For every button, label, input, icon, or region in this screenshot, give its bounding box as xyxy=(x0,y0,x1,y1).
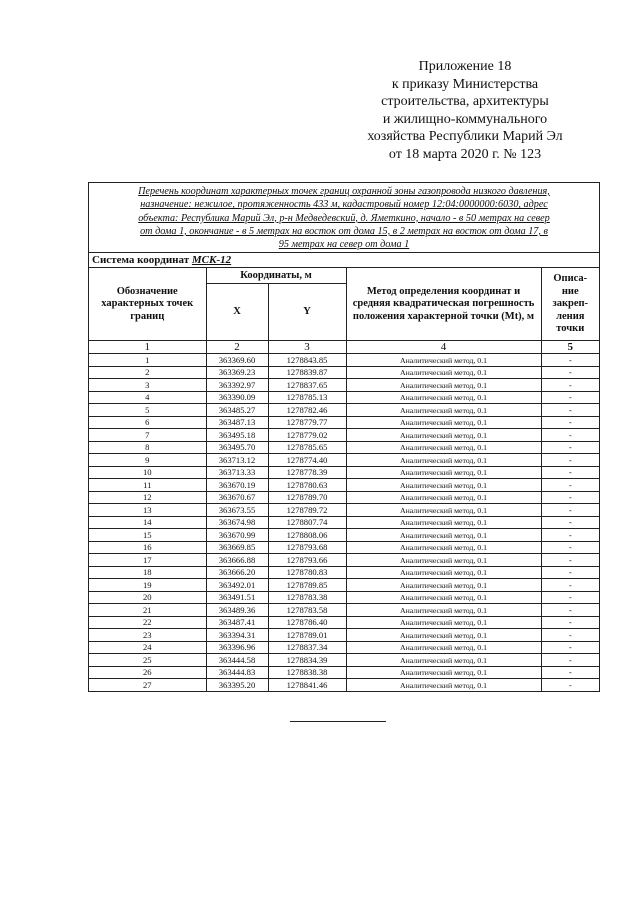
cell-fixing: - xyxy=(541,466,599,479)
cell-fixing: - xyxy=(541,566,599,579)
cell-x: 363489.36 xyxy=(206,604,268,617)
caption-line: 95 метрах на север от дома 1 xyxy=(278,239,410,251)
cell-x: 363674.98 xyxy=(206,516,268,529)
cell-method: Аналитический метод, 0.1 xyxy=(346,466,541,479)
caption-line: объекта: Республика Марий Эл, р-н Медведевский, д. Яметкино, начало - в 50 метрах на север xyxy=(138,212,550,224)
footer-divider xyxy=(290,721,386,722)
header-y: Y xyxy=(268,284,346,341)
table-row xyxy=(89,479,599,492)
cell-fixing: - xyxy=(541,441,599,454)
table-row xyxy=(89,466,599,479)
cell-x: 363369.23 xyxy=(206,366,268,379)
header-coords: Координаты, м xyxy=(206,268,346,284)
header-method: Метод определения координат и средняя квадратическая погрешность положения характерной точки (Mt), м xyxy=(346,268,541,341)
cell-method: Аналитический метод, 0.1 xyxy=(346,441,541,454)
cell-x: 363369.60 xyxy=(206,354,268,367)
cell-y: 1278843.85 xyxy=(268,354,346,367)
cell-method: Аналитический метод, 0.1 xyxy=(346,404,541,417)
cell-method: Аналитический метод, 0.1 xyxy=(346,579,541,592)
coordinate-system-label: Система координат xyxy=(92,254,190,267)
cell-fixing: - xyxy=(541,604,599,617)
col-number: 4 xyxy=(346,341,541,354)
cell-point: 1 xyxy=(89,354,206,367)
cell-y: 1278789.01 xyxy=(268,629,346,642)
cell-point: 20 xyxy=(89,591,206,604)
cell-y: 1278789.85 xyxy=(268,579,346,592)
table-row xyxy=(89,454,599,467)
cell-fixing: - xyxy=(541,391,599,404)
coordinate-system-row xyxy=(89,253,599,268)
cell-point: 26 xyxy=(89,666,206,679)
cell-x: 363444.58 xyxy=(206,654,268,667)
cell-x: 363670.19 xyxy=(206,479,268,492)
caption-line: назначение: нежилое, протяженность 433 м, кадастровый номер 12:04:0000000:6030, адрес xyxy=(140,199,548,211)
cell-method: Аналитический метод, 0.1 xyxy=(346,491,541,504)
cell-fixing: - xyxy=(541,516,599,529)
cell-method: Аналитический метод, 0.1 xyxy=(346,391,541,404)
cell-point: 17 xyxy=(89,554,206,567)
cell-method: Аналитический метод, 0.1 xyxy=(346,366,541,379)
cell-x: 363390.09 xyxy=(206,391,268,404)
table-body xyxy=(89,354,599,691)
cell-x: 363492.01 xyxy=(206,579,268,592)
cell-method: Аналитический метод, 0.1 xyxy=(346,616,541,629)
cell-method: Аналитический метод, 0.1 xyxy=(346,629,541,642)
cell-fixing: - xyxy=(541,491,599,504)
cell-point: 12 xyxy=(89,491,206,504)
cell-fixing: - xyxy=(541,454,599,467)
cell-fixing: - xyxy=(541,354,599,367)
table-row xyxy=(89,354,599,367)
cell-method: Аналитический метод, 0.1 xyxy=(346,641,541,654)
cell-point: 18 xyxy=(89,566,206,579)
appendix-line: и жилищно-коммунального xyxy=(382,111,548,127)
table-row xyxy=(89,654,599,667)
table-row xyxy=(89,441,599,454)
cell-point: 25 xyxy=(89,654,206,667)
cell-x: 363495.18 xyxy=(206,429,268,442)
cell-fixing: - xyxy=(541,591,599,604)
cell-y: 1278793.68 xyxy=(268,541,346,554)
appendix-line: строительства, архитектуры xyxy=(381,94,549,109)
table-row xyxy=(89,629,599,642)
cell-fixing: - xyxy=(541,379,599,392)
cell-fixing: - xyxy=(541,654,599,667)
cell-method: Аналитический метод, 0.1 xyxy=(346,566,541,579)
cell-y: 1278793.66 xyxy=(268,554,346,567)
caption-line: Перечень координат характерных точек границ охранной зоны газопровода низкого давления, xyxy=(138,186,550,197)
cell-method: Аналитический метод, 0.1 xyxy=(346,479,541,492)
cell-y: 1278834.39 xyxy=(268,654,346,667)
cell-y: 1278838.38 xyxy=(268,666,346,679)
cell-point: 22 xyxy=(89,616,206,629)
cell-x: 363673.55 xyxy=(206,504,268,517)
cell-fixing: - xyxy=(541,529,599,542)
table-row xyxy=(89,604,599,617)
table-row xyxy=(89,504,599,517)
cell-method: Аналитический метод, 0.1 xyxy=(346,654,541,667)
cell-fixing: - xyxy=(541,404,599,417)
cell-method: Аналитический метод, 0.1 xyxy=(346,416,541,429)
cell-method: Аналитический метод, 0.1 xyxy=(346,529,541,542)
cell-x: 363670.67 xyxy=(206,491,268,504)
cell-method: Аналитический метод, 0.1 xyxy=(346,604,541,617)
coordinates-table-block xyxy=(88,182,600,692)
cell-y: 1278780.83 xyxy=(268,566,346,579)
cell-y: 1278774.40 xyxy=(268,454,346,467)
cell-fixing: - xyxy=(541,429,599,442)
col-number: 2 xyxy=(206,341,268,354)
cell-method: Аналитический метод, 0.1 xyxy=(346,591,541,604)
cell-point: 7 xyxy=(89,429,206,442)
cell-point: 21 xyxy=(89,604,206,617)
table-row xyxy=(89,491,599,504)
cell-x: 363713.12 xyxy=(206,454,268,467)
cell-point: 4 xyxy=(89,391,206,404)
cell-fixing: - xyxy=(541,679,599,691)
cell-x: 363669.85 xyxy=(206,541,268,554)
header-fixing: Описа-ние закреп-ления точки xyxy=(541,268,599,341)
cell-point: 15 xyxy=(89,529,206,542)
appendix-header xyxy=(330,58,600,163)
cell-fixing: - xyxy=(541,504,599,517)
table-row xyxy=(89,579,599,592)
cell-point: 3 xyxy=(89,379,206,392)
table-row xyxy=(89,591,599,604)
cell-x: 363666.20 xyxy=(206,566,268,579)
cell-x: 363495.70 xyxy=(206,441,268,454)
cell-y: 1278789.70 xyxy=(268,491,346,504)
table-row xyxy=(89,366,599,379)
cell-method: Аналитический метод, 0.1 xyxy=(346,516,541,529)
cell-x: 363713.33 xyxy=(206,466,268,479)
cell-x: 363491.51 xyxy=(206,591,268,604)
table-row xyxy=(89,616,599,629)
cell-point: 19 xyxy=(89,579,206,592)
table-row xyxy=(89,416,599,429)
cell-y: 1278779.02 xyxy=(268,429,346,442)
cell-method: Аналитический метод, 0.1 xyxy=(346,554,541,567)
cell-point: 24 xyxy=(89,641,206,654)
cell-method: Аналитический метод, 0.1 xyxy=(346,666,541,679)
cell-y: 1278841.46 xyxy=(268,679,346,691)
cell-fixing: - xyxy=(541,479,599,492)
cell-point: 10 xyxy=(89,466,206,479)
cell-point: 2 xyxy=(89,366,206,379)
cell-x: 363392.97 xyxy=(206,379,268,392)
col-number: 1 xyxy=(89,341,206,354)
cell-method: Аналитический метод, 0.1 xyxy=(346,541,541,554)
cell-x: 363395.20 xyxy=(206,679,268,691)
cell-method: Аналитический метод, 0.1 xyxy=(346,454,541,467)
cell-x: 363444.83 xyxy=(206,666,268,679)
cell-y: 1278782.46 xyxy=(268,404,346,417)
table-row xyxy=(89,541,599,554)
cell-point: 5 xyxy=(89,404,206,417)
table-row xyxy=(89,516,599,529)
coordinates-table xyxy=(89,268,599,691)
cell-x: 363666.88 xyxy=(206,554,268,567)
cell-fixing: - xyxy=(541,554,599,567)
cell-method: Аналитический метод, 0.1 xyxy=(346,429,541,442)
cell-y: 1278837.65 xyxy=(268,379,346,392)
cell-point: 9 xyxy=(89,454,206,467)
cell-y: 1278789.72 xyxy=(268,504,346,517)
cell-y: 1278839.87 xyxy=(268,366,346,379)
cell-y: 1278783.58 xyxy=(268,604,346,617)
cell-x: 363487.13 xyxy=(206,416,268,429)
cell-y: 1278837.34 xyxy=(268,641,346,654)
table-caption xyxy=(89,183,599,253)
cell-point: 6 xyxy=(89,416,206,429)
cell-method: Аналитический метод, 0.1 xyxy=(346,504,541,517)
appendix-line: Приложение 18 xyxy=(418,59,512,74)
cell-y: 1278780.63 xyxy=(268,479,346,492)
cell-fixing: - xyxy=(541,666,599,679)
cell-method: Аналитический метод, 0.1 xyxy=(346,354,541,367)
header-x: X xyxy=(206,284,268,341)
cell-fixing: - xyxy=(541,416,599,429)
cell-y: 1278785.65 xyxy=(268,441,346,454)
coordinate-system-value: МСК-12 xyxy=(191,254,232,267)
table-row xyxy=(89,404,599,417)
cell-y: 1278785.13 xyxy=(268,391,346,404)
table-row xyxy=(89,529,599,542)
cell-y: 1278783.38 xyxy=(268,591,346,604)
cell-method: Аналитический метод, 0.1 xyxy=(346,379,541,392)
cell-y: 1278808.06 xyxy=(268,529,346,542)
cell-x: 363485.27 xyxy=(206,404,268,417)
cell-point: 8 xyxy=(89,441,206,454)
caption-line: от дома 1, окончание - в 5 метрах на восток от дома 15, в 2 метрах на восток от дома 17, в xyxy=(140,225,548,237)
appendix-line: от 18 марта 2020 г. № 123 xyxy=(388,146,542,162)
col-number: 5 xyxy=(541,341,599,354)
table-row xyxy=(89,641,599,654)
cell-y: 1278778.39 xyxy=(268,466,346,479)
cell-fixing: - xyxy=(541,366,599,379)
cell-y: 1278779.77 xyxy=(268,416,346,429)
table-row xyxy=(89,566,599,579)
cell-point: 23 xyxy=(89,629,206,642)
cell-fixing: - xyxy=(541,541,599,554)
table-row xyxy=(89,379,599,392)
cell-y: 1278807.74 xyxy=(268,516,346,529)
appendix-line: к приказу Министерства xyxy=(391,76,539,92)
cell-x: 363396.96 xyxy=(206,641,268,654)
header-point: Обозначение характерных точек границ xyxy=(89,268,206,341)
cell-x: 363394.31 xyxy=(206,629,268,642)
cell-fixing: - xyxy=(541,629,599,642)
cell-point: 16 xyxy=(89,541,206,554)
table-row xyxy=(89,679,599,691)
cell-fixing: - xyxy=(541,641,599,654)
cell-fixing: - xyxy=(541,579,599,592)
cell-x: 363487.41 xyxy=(206,616,268,629)
table-row xyxy=(89,391,599,404)
cell-fixing: - xyxy=(541,616,599,629)
table-row xyxy=(89,429,599,442)
cell-point: 13 xyxy=(89,504,206,517)
col-number: 3 xyxy=(268,341,346,354)
cell-point: 27 xyxy=(89,679,206,691)
cell-point: 14 xyxy=(89,516,206,529)
cell-y: 1278786.40 xyxy=(268,616,346,629)
appendix-line: хозяйства Республики Марий Эл xyxy=(367,129,563,144)
cell-x: 363670.99 xyxy=(206,529,268,542)
cell-point: 11 xyxy=(89,479,206,492)
table-row xyxy=(89,554,599,567)
cell-method: Аналитический метод, 0.1 xyxy=(346,679,541,691)
table-row xyxy=(89,666,599,679)
